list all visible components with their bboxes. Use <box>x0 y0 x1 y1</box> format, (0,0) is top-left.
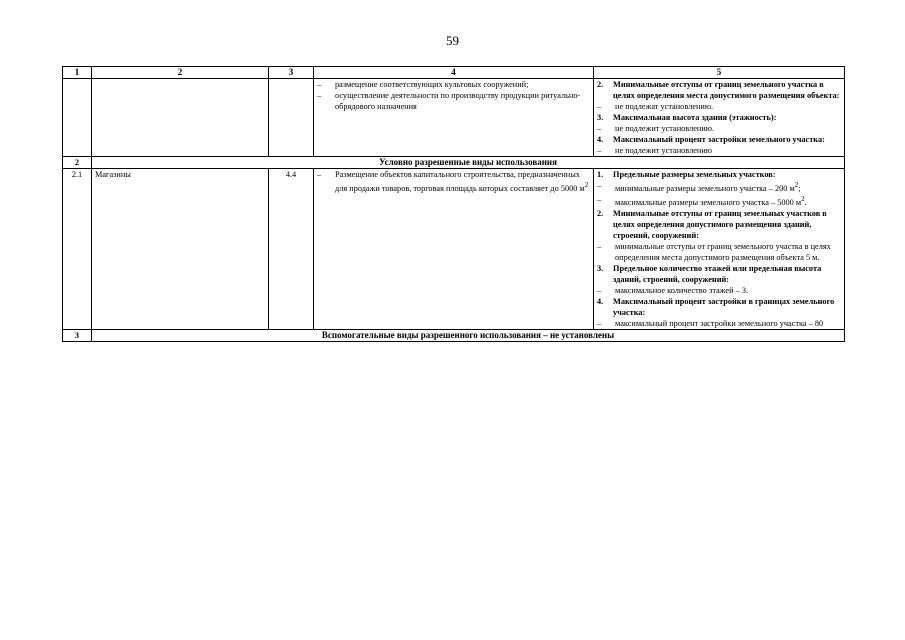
zoning-table <box>62 66 845 342</box>
row-number: 2.1 <box>63 169 92 330</box>
header-row <box>63 67 845 79</box>
use-description: – Размещение объектов капитального строительства, предназначенных для продажи товаров, торговая площадь которых составляет до 5000 $м^2$ <box>314 169 594 330</box>
section-row-conditional <box>63 157 845 169</box>
list-item: – осуществление деятельности по производству продукции ритуально-обрядового назначения <box>317 91 581 111</box>
param-heading: 2. Минимальные отступы от границ земельных участков в целях определения допустимого размещения зданий, строений, сооружений: <box>597 208 827 240</box>
param-value: – не подлежит установлению. <box>597 124 715 133</box>
section-row-auxiliary <box>63 329 845 341</box>
header-col-2: 2 <box>92 67 269 79</box>
param-heading: 3. Предельное количество этажей или предельная высота зданий, строений, сооружений: <box>597 263 822 284</box>
header-col-5: 5 <box>594 67 845 79</box>
dash-marker: – <box>317 170 322 179</box>
section-number: 2 <box>63 157 92 169</box>
parameters-cell <box>594 79 845 157</box>
use-name: Магазины <box>92 169 269 330</box>
param-heading: 2. Минимальные отступы от границ земельного участка в целях определения места допустимого размещения объекта: <box>597 80 840 100</box>
param-value: – максимальные размеры земельного участка – 5000 $м^2$. <box>597 194 807 207</box>
dash-marker: – <box>317 91 322 100</box>
param-value: – максимальный процент застройки земельного участка – 80 <box>597 318 824 328</box>
param-value: – не подлежит установлению <box>597 146 713 155</box>
section-title: Вспомогательные виды разрешенного использования – не установлены <box>92 329 845 341</box>
table-row-continued <box>63 79 845 157</box>
param-heading: 4. Максимальный процент застройки в границах земельного участка: <box>597 296 835 317</box>
header-col-4: 4 <box>314 67 594 79</box>
param-heading: 3. Максимальная высота здания (этажность): <box>597 113 777 122</box>
use-code: 4.4 <box>269 169 314 330</box>
param-value: – минимальные размеры земельного участка – 200 $м^2$; <box>597 181 801 193</box>
param-heading: 4. Максимальный процент застройки земельного участка: <box>597 135 825 144</box>
parameters-cell <box>594 169 845 330</box>
section-number: 3 <box>63 329 92 341</box>
param-value: – не подлежат установлению. <box>597 102 714 111</box>
param-value: – максимальное количество этажей – 3. <box>597 285 749 295</box>
param-heading: 1. Предельные размеры земельных участков: <box>597 170 776 179</box>
header-col-3: 3 <box>269 67 314 79</box>
param-value: – минимальные отступы от границ земельного участка в целях определения места допустимого размещения объекта 5 м. <box>597 241 831 262</box>
header-col-1: 1 <box>63 67 92 79</box>
permitted-use-list <box>314 79 594 157</box>
list-item: – размещение соответствующих культовых сооружений; <box>317 80 529 89</box>
page-number: 59 <box>446 33 459 48</box>
table-row-shops <box>63 169 845 330</box>
section-title: Условно разрешенные виды использования <box>92 157 845 169</box>
dash-marker: – <box>317 80 322 89</box>
